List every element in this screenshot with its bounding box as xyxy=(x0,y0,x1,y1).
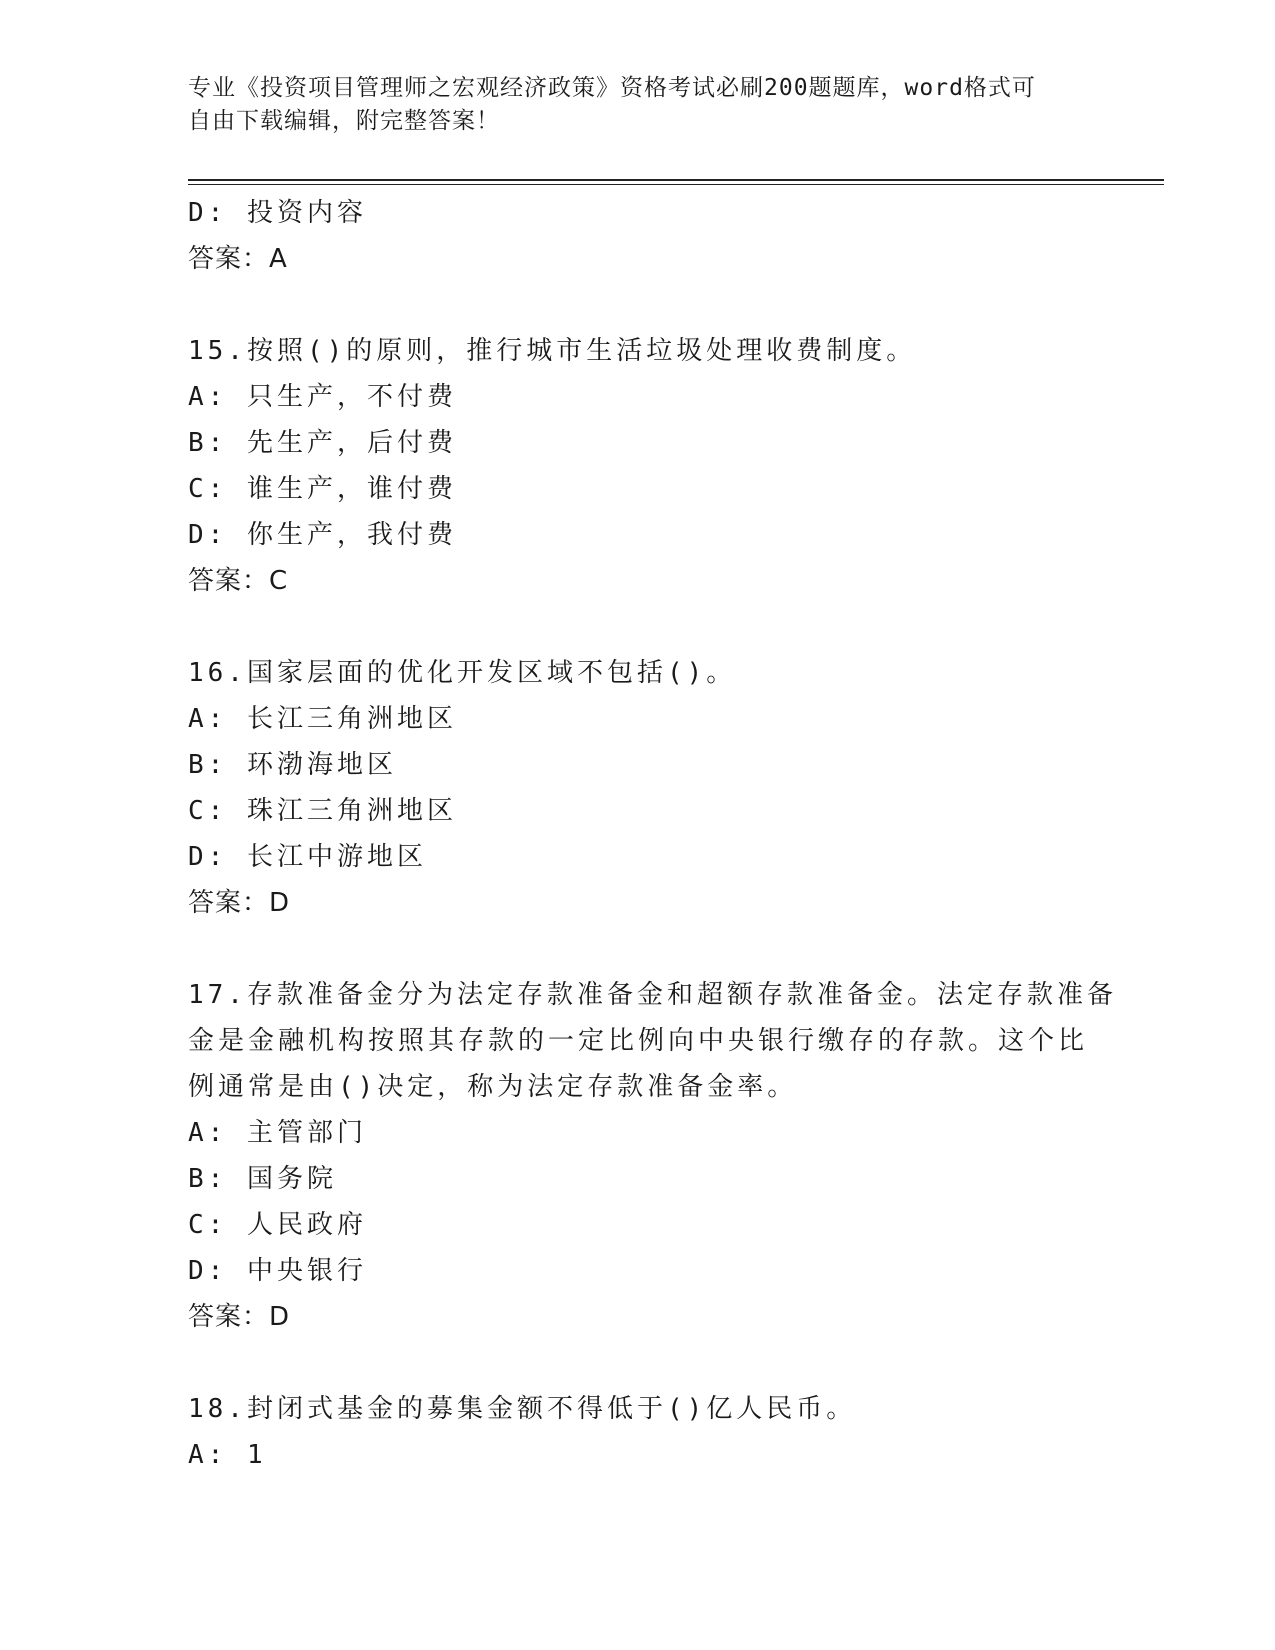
option-d: D: 长江中游地区 xyxy=(188,842,427,872)
header-title-line-2: 自由下载编辑，附完整答案！ xyxy=(188,108,500,134)
answer-line: 答案：A xyxy=(188,244,288,274)
question-stem: 15.按照()的原则，推行城市生活垃圾处理收费制度。 xyxy=(188,336,917,366)
question-block-prev xyxy=(188,190,1088,282)
question-block-15 xyxy=(188,328,1088,604)
answer-line: 答案：D xyxy=(188,1302,291,1332)
option-c: C: 珠江三角洲地区 xyxy=(188,796,457,826)
spacer xyxy=(188,604,1088,650)
question-stem-line-1: 17.存款准备金分为法定存款准备金和超额存款准备金。法定存款准备 xyxy=(188,980,1117,1010)
option-d: D: 中央银行 xyxy=(188,1256,367,1286)
question-content xyxy=(188,190,1117,1478)
question-block-16 xyxy=(188,650,1088,926)
answer-line: 答案：D xyxy=(188,888,291,918)
spacer xyxy=(188,926,1088,972)
answer-line: 答案：C xyxy=(188,566,289,596)
option-a: A: 1 xyxy=(188,1440,267,1470)
option-c: C: 人民政府 xyxy=(188,1210,367,1240)
page-header xyxy=(188,72,1068,138)
question-block-17 xyxy=(188,972,1117,1340)
spacer xyxy=(188,1340,1088,1386)
option-b: B: 先生产，后付费 xyxy=(188,428,457,458)
option-d: D: 你生产，我付费 xyxy=(188,520,457,550)
question-stem: 18.封闭式基金的募集金额不得低于()亿人民币。 xyxy=(188,1394,857,1424)
question-stem: 16.国家层面的优化开发区域不包括()。 xyxy=(188,658,737,688)
header-title-line-1: 专业《投资项目管理师之宏观经济政策》资格考试必刷200题题库，word格式可 xyxy=(188,75,1036,101)
question-stem-line-2: 金是金融机构按照其存款的一定比例向中央银行缴存的存款。这个比 xyxy=(188,1026,1089,1056)
option-c: C: 谁生产，谁付费 xyxy=(188,474,457,504)
header-divider-thick xyxy=(188,179,1164,181)
option-a: A: 主管部门 xyxy=(188,1118,367,1148)
header-divider-thin xyxy=(188,184,1164,185)
option-b: B: 环渤海地区 xyxy=(188,750,397,780)
question-stem-line-3: 例通常是由()决定，称为法定存款准备金率。 xyxy=(188,1072,798,1102)
spacer xyxy=(188,282,1088,328)
option-b: B: 国务院 xyxy=(188,1164,337,1194)
option-a: A: 长江三角洲地区 xyxy=(188,704,457,734)
option-d: D: 投资内容 xyxy=(188,198,367,228)
question-block-18 xyxy=(188,1386,1088,1478)
option-a: A: 只生产，不付费 xyxy=(188,382,457,412)
